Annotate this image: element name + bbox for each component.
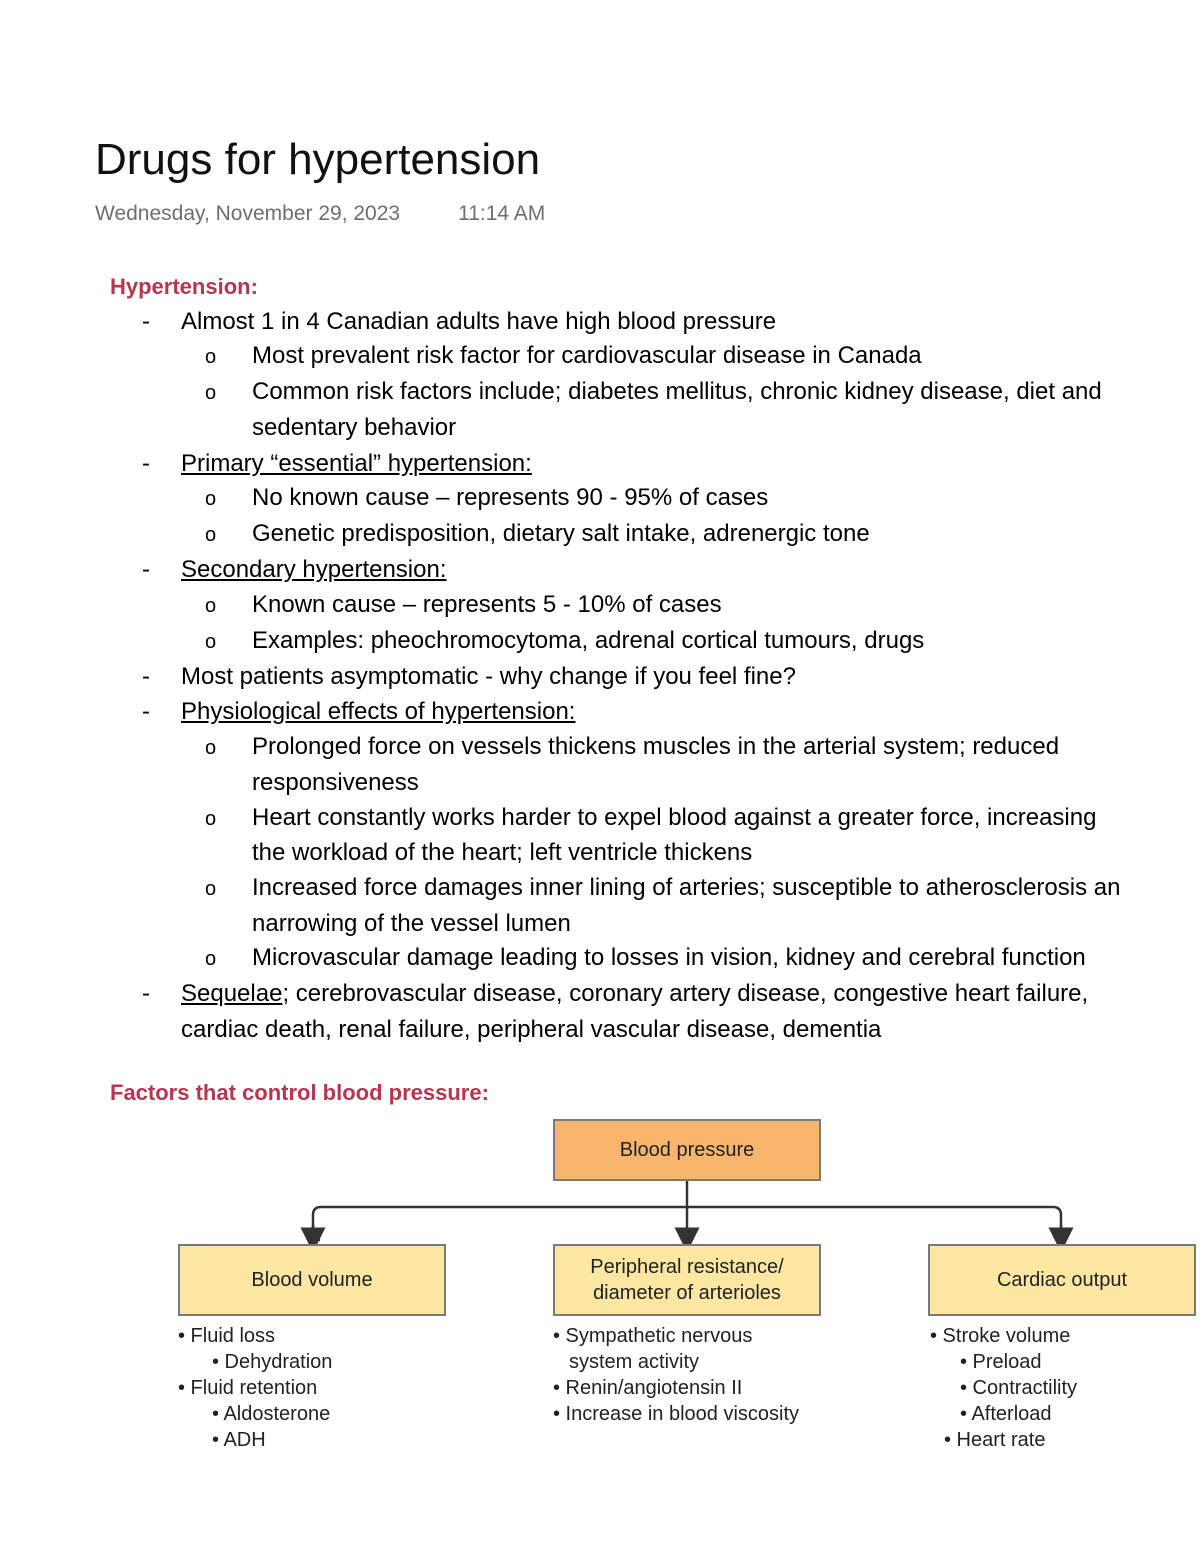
list-item: Heart constantly works harder to expel blood against a greater force, increasing — [252, 804, 1097, 831]
list-item: Genetic predisposition, dietary salt intake, adrenergic tone — [252, 520, 870, 547]
sequelae-text: ; cerebrovascular disease, coronary artery disease, congestive heart failure, — [282, 980, 1089, 1007]
box-cardiac-output: Cardiac output — [928, 1244, 1196, 1316]
list-item: • Contractility — [960, 1377, 1078, 1399]
box-peripheral-title-line2: diameter of arterioles — [593, 1282, 781, 1304]
list-item: • Renin/angiotensin II — [553, 1377, 743, 1399]
box-peripheral-title-line1: Peripheral resistance/ — [590, 1256, 784, 1278]
circle-bullet: o — [205, 878, 217, 900]
list-item: Almost 1 in 4 Canadian adults have high blood pressure — [181, 308, 777, 335]
list-item: Microvascular damage leading to losses in vision, kidney and cerebral function — [252, 944, 1086, 971]
list-item: Common risk factors include; diabetes mellitus, chronic kidney disease, diet and — [252, 378, 1102, 405]
list-item: • Dehydration — [212, 1351, 333, 1373]
circle-bullet: o — [205, 808, 217, 830]
list-item: • Preload — [960, 1351, 1042, 1373]
subheading-primary: Primary “essential” hypertension: — [181, 450, 532, 477]
list-item-continued: sedentary behavior — [252, 414, 457, 441]
list-item-continued: responsiveness — [252, 769, 419, 796]
circle-bullet: o — [205, 524, 217, 546]
list-item: • Fluid retention — [178, 1377, 318, 1399]
page-date: Wednesday, November 29, 2023 — [95, 202, 401, 225]
list-item: • Sympathetic nervous — [553, 1325, 753, 1347]
list-item-continued: narrowing of the vessel lumen — [252, 910, 571, 937]
subheading-physiological: Physiological effects of hypertension: — [181, 698, 576, 725]
list-peripheral-resistance — [553, 1323, 799, 1427]
list-item: Prolonged force on vessels thickens muscles in the arterial system; reduced — [252, 733, 1060, 760]
list-item: Known cause – represents 5 - 10% of cases — [252, 591, 722, 618]
list-blood-volume — [178, 1323, 332, 1453]
circle-bullet: o — [205, 382, 217, 404]
diagram-lists-clip — [0, 1323, 1200, 1451]
list-item: Most prevalent risk factor for cardiovascular disease in Canada — [252, 342, 922, 369]
circle-bullet: o — [205, 346, 217, 368]
list-item: system activity — [569, 1351, 700, 1373]
dash-bullet: - — [142, 663, 150, 690]
subheading-secondary: Secondary hypertension: — [181, 556, 447, 583]
page-time: 11:14 AM — [458, 202, 546, 225]
circle-bullet: o — [205, 595, 217, 617]
list-item: • Afterload — [960, 1403, 1052, 1425]
list-cardiac-output — [930, 1323, 1077, 1453]
circle-bullet: o — [205, 948, 217, 970]
list-item: • ADH — [212, 1429, 266, 1451]
box-blood-pressure: Blood pressure — [553, 1119, 821, 1181]
dash-bullet: - — [142, 308, 150, 335]
list-item: Most patients asymptomatic - why change if you feel fine? — [181, 663, 796, 690]
page-title: Drugs for hypertension — [95, 135, 541, 184]
heading-factors: Factors that control blood pressure: — [110, 1080, 489, 1105]
list-item: • Aldosterone — [212, 1403, 331, 1425]
circle-bullet: o — [205, 488, 217, 510]
circle-bullet: o — [205, 631, 217, 653]
connector-line — [313, 1207, 1061, 1240]
list-item-sequelae — [181, 976, 1088, 1011]
list-item: Increased force damages inner lining of arteries; susceptible to atherosclerosis an — [252, 874, 1121, 901]
box-blood-volume: Blood volume — [178, 1244, 446, 1316]
list-item: No known cause – represents 90 - 95% of cases — [252, 484, 769, 511]
list-item: • Stroke volume — [930, 1325, 1071, 1347]
dash-bullet: - — [142, 980, 150, 1007]
list-item-continued: cardiac death, renal failure, peripheral vascular disease, dementia — [181, 1016, 882, 1043]
list-item: • Fluid loss — [178, 1325, 276, 1347]
sequelae-label: Sequelae — [181, 980, 283, 1007]
page-timestamp — [95, 200, 545, 228]
list-item: Examples: pheochromocytoma, adrenal cortical tumours, drugs — [252, 627, 925, 654]
dash-bullet: - — [142, 450, 150, 477]
dash-bullet: - — [142, 698, 150, 725]
list-item: • Increase in blood viscosity — [553, 1403, 800, 1425]
circle-bullet: o — [205, 737, 217, 759]
list-item-continued: the workload of the heart; left ventricle thickens — [252, 839, 753, 866]
box-peripheral-resistance — [553, 1244, 821, 1316]
dash-bullet: - — [142, 556, 150, 583]
list-item: • Heart rate — [944, 1429, 1046, 1451]
heading-hypertension: Hypertension: — [110, 274, 258, 299]
